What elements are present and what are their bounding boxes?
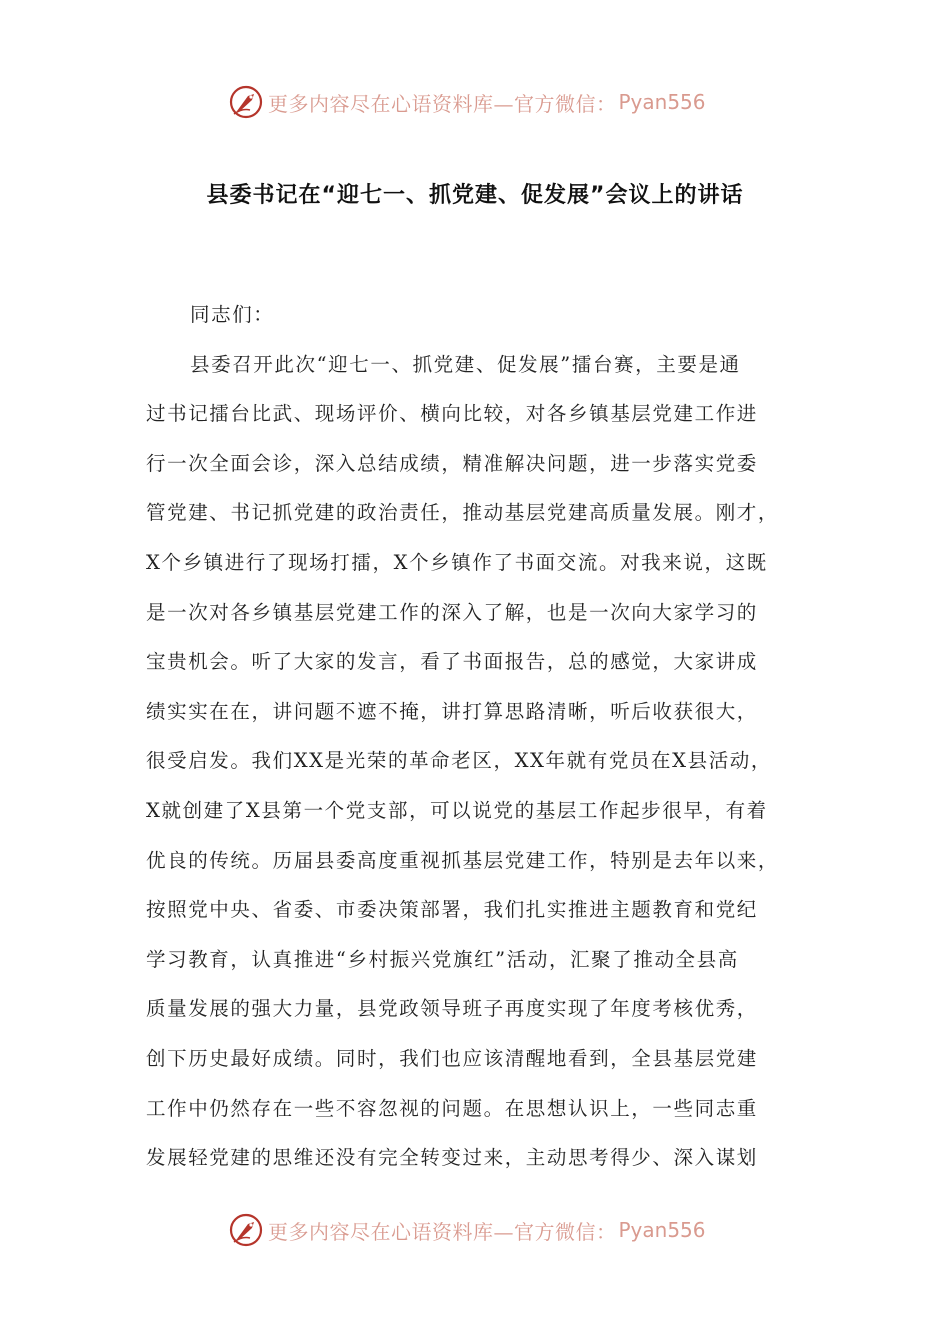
paragraph-line: 是一次对各乡镇基层党建工作的深入了解，也是一次向大家学习的 xyxy=(146,600,758,624)
paragraph-line: 优良的传统。历届县委高度重视抓基层党建工作，特别是去年以来， xyxy=(146,848,780,872)
speech-body xyxy=(146,290,826,1183)
paragraph-line: 宝贵机会。听了大家的发言，看了书面报告，总的感觉，大家讲成 xyxy=(146,650,758,674)
document-title: 县委书记在“迎七一、抓党建、促发展”会议上的讲话 xyxy=(206,183,744,208)
pen-nib-logo-icon xyxy=(228,84,264,120)
paragraph-line: 学习教育，认真推进“乡村振兴党旗红”活动，汇聚了推动全县高 xyxy=(146,947,739,971)
banner-wechat-handle: Pyan556 xyxy=(618,1218,706,1242)
paragraph-line: 管党建、书记抓党建的政治责任，推动基层党建高质量发展。刚才， xyxy=(146,501,780,525)
paragraph-line: 行一次全面会诊，深入总结成绩，精准解决问题，进一步落实党委 xyxy=(146,451,758,475)
footer-banner xyxy=(228,1210,706,1250)
paragraph-line: 按照党中央、省委、市委决策部署，我们扎实推进主题教育和党纪 xyxy=(146,898,758,922)
pen-nib-logo-icon xyxy=(228,1212,264,1248)
paragraph-line: X个乡镇进行了现场打擂，X个乡镇作了书面交流。对我来说，这既 xyxy=(146,550,768,574)
banner-slogan: 更多内容尽在心语资料库—官方微信： xyxy=(268,91,617,116)
banner-slogan: 更多内容尽在心语资料库—官方微信： xyxy=(268,1219,617,1244)
paragraph-line: 县委召开此次“迎七一、抓党建、促发展”擂台赛，主要是通 xyxy=(190,352,741,376)
paragraph-line: 绩实实在在，讲问题不遮不掩，讲打算思路清晰，听后收获很大， xyxy=(146,699,758,723)
paragraph-line: 发展轻党建的思维还没有完全转变过来，主动思考得少、深入谋划 xyxy=(146,1146,758,1170)
paragraph-line: X就创建了X县第一个党支部，可以说党的基层工作起步很早，有着 xyxy=(146,798,768,822)
paragraph-line: 很受启发。我们XX是光荣的革命老区，XX年就有党员在X县活动， xyxy=(146,749,773,773)
paragraph-line: 质量发展的强大力量，县党政领导班子再度实现了年度考核优秀， xyxy=(146,997,758,1021)
paragraph-line: 创下历史最好成绩。同时，我们也应该清醒地看到，全县基层党建 xyxy=(146,1046,758,1070)
salutation: 同志们： xyxy=(190,303,275,326)
paragraph-line: 工作中仍然存在一些不容忽视的问题。在思想认识上，一些同志重 xyxy=(146,1096,758,1120)
banner-wechat-handle: Pyan556 xyxy=(618,90,706,114)
paragraph-line: 过书记擂台比武、现场评价、横向比较，对各乡镇基层党建工作进 xyxy=(146,402,758,426)
header-banner xyxy=(228,82,706,122)
